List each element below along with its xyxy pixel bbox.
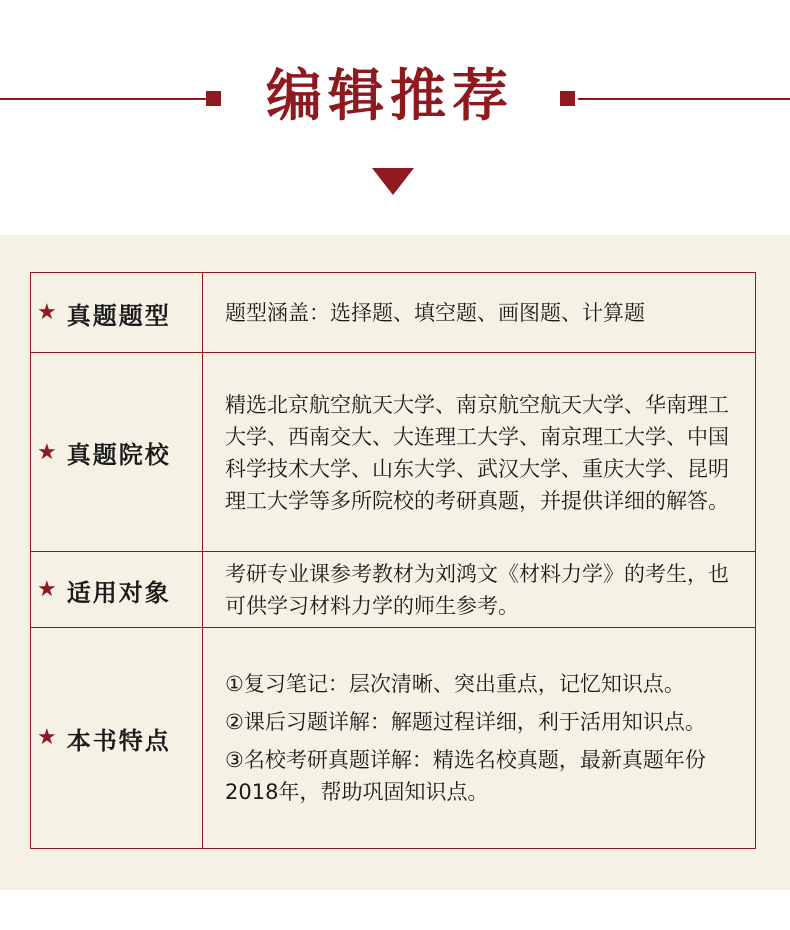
row-label [31, 628, 202, 848]
feature-list [225, 668, 741, 808]
star-icon: ★ [37, 300, 59, 325]
feature-item: ③名校考研真题详解：精选名校真题，最新真题年份2018年，帮助巩固知识点。 [225, 748, 706, 804]
table-row [31, 628, 755, 848]
row-label-text: 适用对象 [66, 578, 171, 607]
star-icon: ★ [37, 725, 59, 750]
table-row [31, 353, 755, 552]
title-square-right [560, 91, 575, 106]
row-content [203, 552, 755, 628]
title-rule-right [578, 98, 790, 100]
row-label [31, 273, 202, 353]
triangle-down-icon [372, 168, 414, 195]
table-row [31, 273, 755, 353]
row-content [203, 273, 755, 353]
feature-item: ①复习笔记：层次清晰、突出重点，记忆知识点。 [225, 672, 685, 696]
table-row [31, 552, 755, 628]
row-content [203, 628, 755, 848]
star-icon: ★ [37, 577, 59, 602]
title-rule-left [0, 98, 208, 100]
row-content-text: 题型涵盖：选择题、填空题、画图题、计算题 [225, 301, 645, 325]
row-content-text: 考研专业课参考教材为刘鸿文《材料力学》的考生，也可供学习材料力学的师生参考。 [225, 562, 729, 618]
row-label [31, 552, 202, 628]
row-label-text: 真题院校 [66, 441, 171, 469]
info-table [30, 272, 756, 849]
title-square-left [206, 91, 221, 106]
feature-item: ②课后习题详解：解题过程详细，利于活用知识点。 [225, 710, 706, 734]
row-label-text: 真题题型 [66, 301, 171, 330]
row-content [203, 353, 755, 552]
header [0, 0, 790, 235]
row-content-text: 精选北京航空航天大学、南京航空航天大学、华南理工大学、西南交大、大连理工大学、南京理工大学、中国科学技术大学、山东大学、武汉大学、重庆大学、昆明理工大学等多所院校的考研真题，并提供详细的解答。 [225, 392, 729, 513]
star-icon: ★ [37, 439, 59, 465]
row-label [31, 353, 202, 552]
page-title: 编辑推荐 [266, 64, 514, 129]
row-label-text: 本书特点 [66, 726, 171, 755]
